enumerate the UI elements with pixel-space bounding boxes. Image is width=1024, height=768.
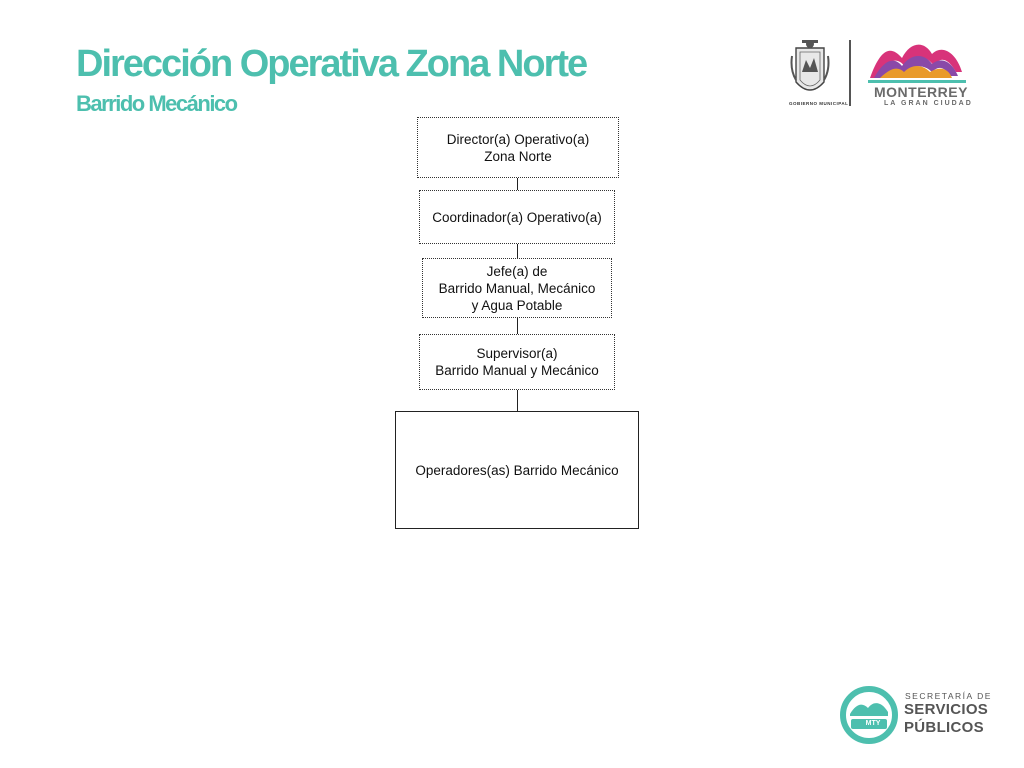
supervisor-title: Supervisor(a) (476, 346, 558, 361)
mty-badge: MTY (865, 720, 881, 727)
servicios-label: SERVICIOS (904, 701, 989, 718)
operators-title: Operadores(as) Barrido Mecánico (415, 462, 619, 478)
director-box (417, 117, 619, 178)
coordinator-title: Coordinador(a) Operativo(a) (432, 209, 602, 225)
circle-emblem-icon (843, 689, 895, 741)
municipal-shield-icon (792, 40, 829, 90)
page-subtitle: Barrido Mecánico (76, 91, 237, 116)
operators-box (395, 411, 639, 529)
chief-area-2: y Agua Potable (471, 297, 563, 313)
municipal-label: GOBIERNO MUNICIPAL (789, 101, 849, 106)
city-name: MONTERREY (874, 84, 968, 100)
publicos-label: PÚBLICOS (904, 719, 984, 736)
connector-line (517, 390, 518, 411)
coordinator-box (419, 190, 615, 244)
connector-line (517, 318, 518, 334)
connector-line (517, 178, 518, 190)
chief-box (422, 258, 612, 318)
city-tagline: LA GRAN CIUDAD (884, 100, 973, 107)
secretaria-label: SECRETARÍA DE (905, 691, 992, 701)
chief-title: Jefe(a) de (486, 263, 548, 279)
connector-line (517, 244, 518, 258)
page-title: Dirección Operativa Zona Norte (76, 43, 587, 85)
director-zone: Zona Norte (484, 148, 552, 164)
supervisor-box (419, 334, 615, 390)
director-title: Director(a) Operativo(a) (446, 131, 590, 147)
chief-area: Barrido Manual, Mecánico (438, 280, 596, 296)
mountain-icon (868, 45, 966, 83)
supervisor-area: Barrido Manual y Mecánico (435, 363, 599, 378)
